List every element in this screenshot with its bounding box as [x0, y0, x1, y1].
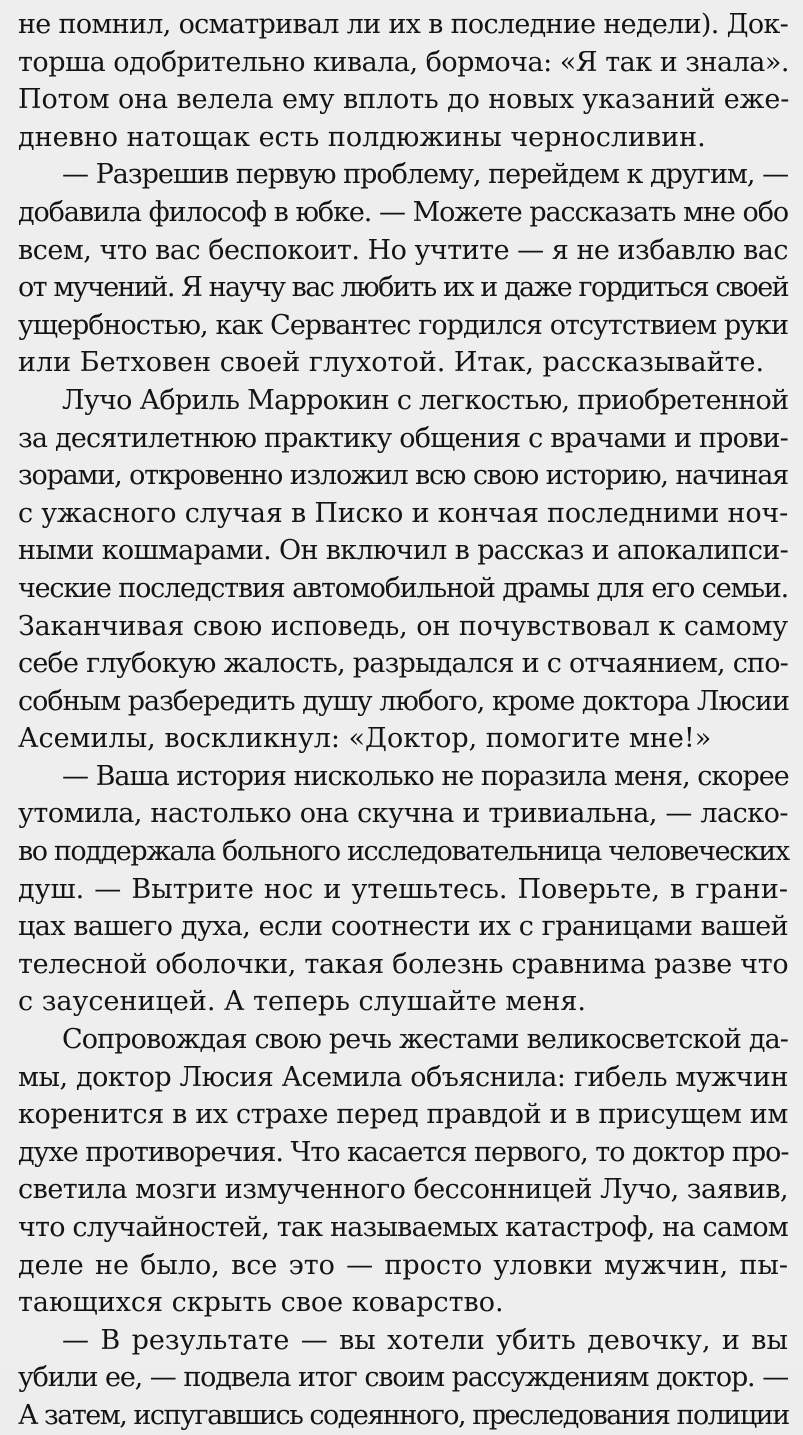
text-line: мы, доктор Люсия Асемила объяснила: гибель мужчин: [18, 1061, 788, 1093]
text-line: — Ваша история нисколько не поразила меня, скорее: [62, 760, 789, 792]
text-line: с ужасного случая в Писко и кончая последними ноч-: [18, 497, 788, 529]
text-line: душ. — Вытрите нос и утешьтесь. Поверьте, в грани-: [18, 873, 788, 905]
text-line: ущербностью, как Сервантес гордился отсутствием руки: [18, 309, 788, 341]
text-line: утомила, настолько она скучна и тривиальна, — ласко-: [18, 798, 788, 830]
text-line: деле не было, все это — просто уловки мужчин, пы-: [18, 1249, 788, 1281]
text-line: от мучений. Я научу вас любить их и даже гордиться своей: [18, 272, 788, 304]
text-line: собным разбередить душу любого, кроме доктора Люсии: [18, 685, 789, 717]
text-line: с заусеницей. А теперь слушайте меня.: [18, 986, 586, 1018]
text-line: тающихся скрыть свое коварство.: [18, 1287, 504, 1319]
text-line: во поддержала больного исследовательница человеческих: [18, 836, 789, 868]
text-line: за десятилетнюю практику общения с врачами и прови-: [18, 422, 788, 454]
text-line: что случайностей, так называемых катастроф, на самом: [18, 1212, 789, 1243]
text-line: ными кошмарами. Он включил в рассказ и апокалипси-: [18, 535, 788, 567]
text-line: Лучо Абриль Маррокин с легкостью, приобретенной: [62, 384, 789, 416]
page-body-text: [18, 6, 788, 1435]
text-line: зорами, откровенно изложил всю свою историю, начиная: [18, 460, 788, 492]
text-line: ческие последствия автомобильной драмы для его семьи.: [18, 572, 788, 604]
text-line: телесной оболочки, такая болезнь сравнима разве что: [18, 948, 789, 980]
text-line: дневно натощак есть полдюжины черносливин.: [18, 121, 706, 153]
text-line: коренится в их страхе перед правдой и в присущем им: [18, 1099, 788, 1131]
text-line: — В результате — вы хотели убить девочку, и вы: [62, 1324, 788, 1356]
text-line: себе глубокую жалость, разрыдался и с отчаянием, спо-: [18, 648, 788, 680]
text-line: добавила философ в юбке. — Можете рассказать мне обо: [18, 196, 788, 228]
text-line: Потом она велела ему вплоть до новых указаний еже-: [18, 84, 790, 116]
text-line: светила мозги измученного бессонницей Лучо, заявив,: [18, 1174, 789, 1206]
text-line: торша одобрительно кивала, бормоча: «Я так и знала».: [18, 46, 789, 78]
text-line: Заканчивая свою исповедь, он почувствовал к самому: [18, 610, 788, 642]
text-line: убили ее, — подвела итог своим рассуждениям доктор. —: [18, 1362, 788, 1394]
text-line: — Разрешив первую проблему, перейдем к другим, —: [62, 159, 789, 191]
text-line: А затем, испугавшись содеянного, преследования полиции: [18, 1399, 789, 1431]
text-line: духе противоречия. Что касается первого, то доктор про-: [18, 1136, 789, 1168]
text-line: цах вашего духа, если соотнести их с границами вашей: [18, 911, 788, 943]
text-line: Асемилы, воскликнул: «Доктор, помогите мне!»: [18, 723, 712, 755]
text-line: всем, что вас беспокоит. Но учтите — я не избавлю вас: [18, 234, 788, 266]
text-line: или Бетховен своей глухотой. Итак, рассказывайте.: [18, 347, 765, 379]
text-line: Сопровождая свою речь жестами великосветской да-: [62, 1024, 788, 1056]
text-line: не помнил, осматривал ли их в последние недели). Док-: [18, 9, 788, 40]
